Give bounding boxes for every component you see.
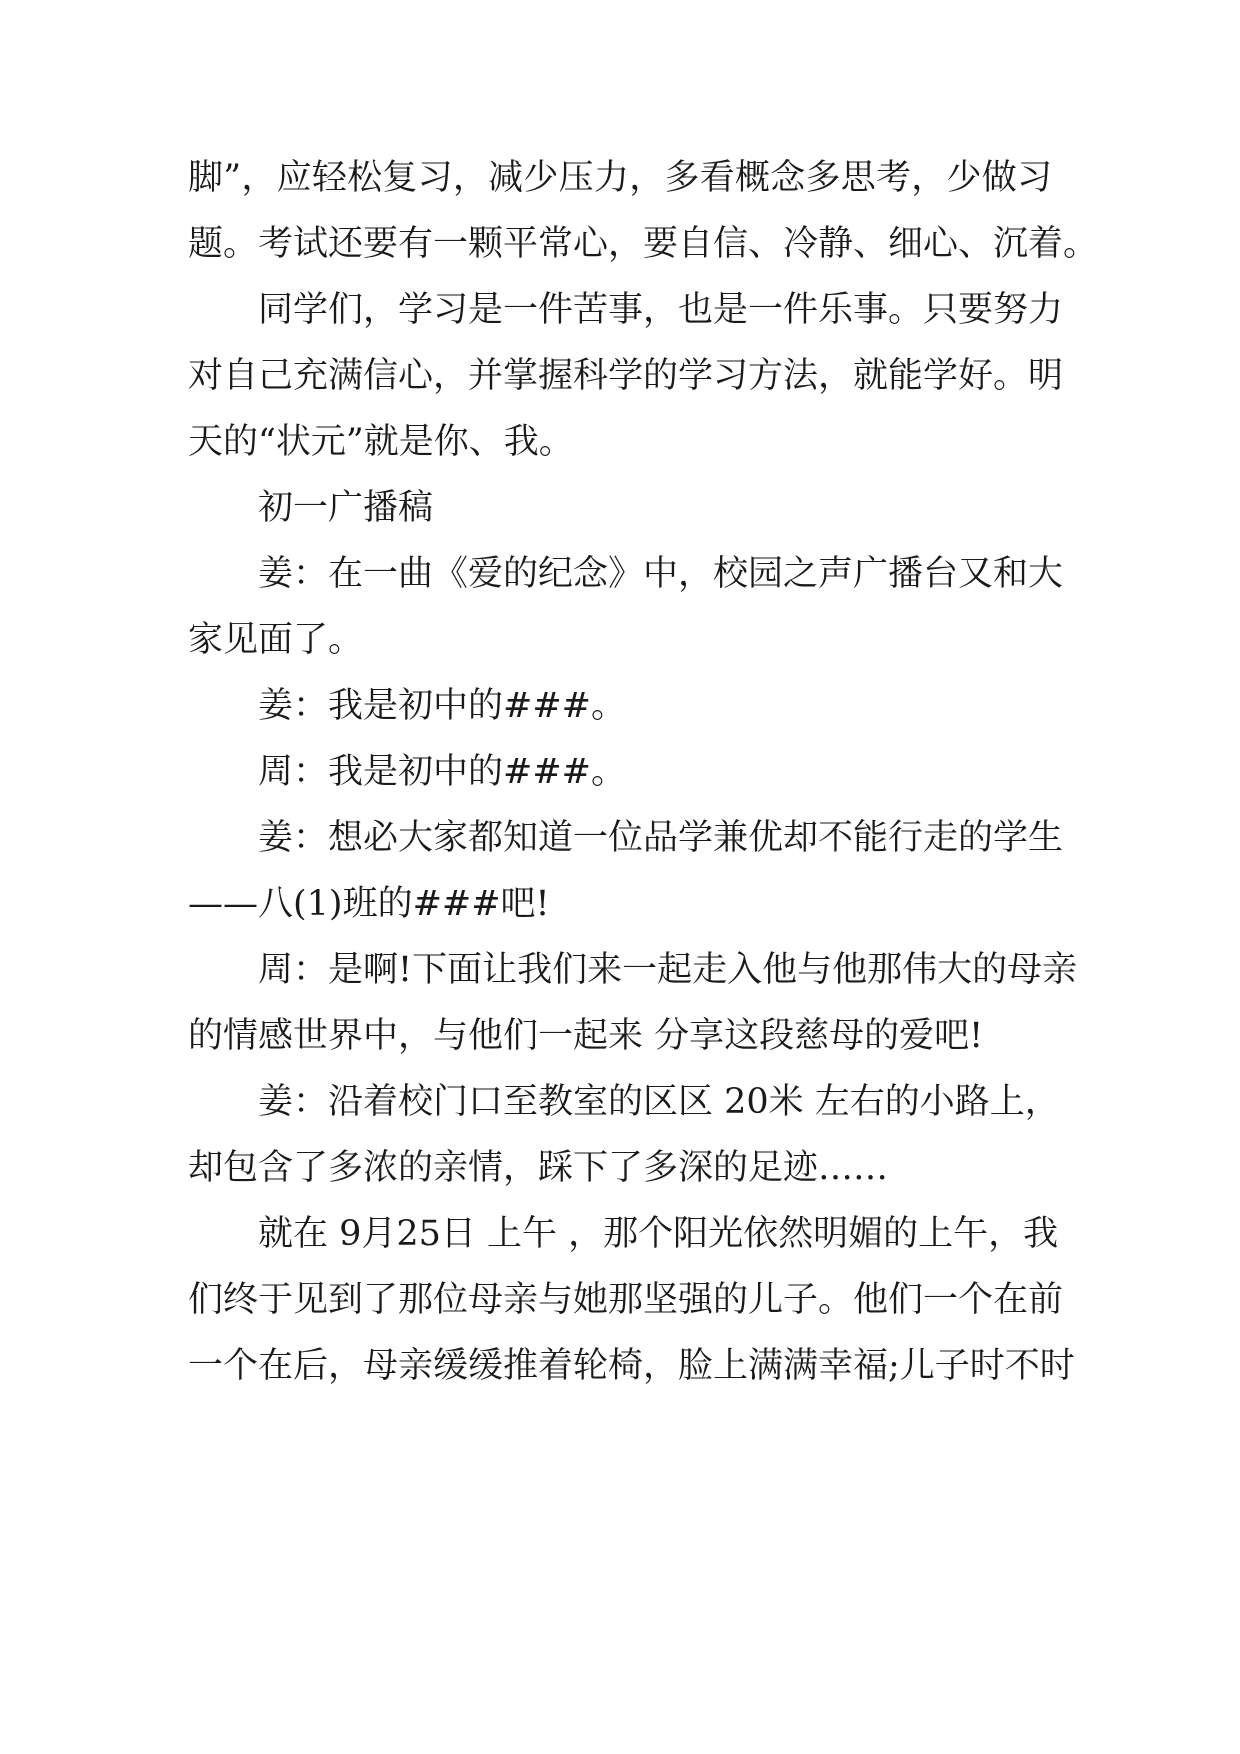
text-line (0, 610, 1240, 670)
text-line-content: 脚”，应轻松复习，减少压力，多看概念多思考，少做习 (188, 158, 1052, 198)
text-line-content: ——八(1)班的###吧! (188, 884, 550, 924)
text-line-content: 的情感世界中，与他们一起来 分享这段慈母的爱吧! (188, 1016, 984, 1056)
text-line-content: 姜：我是初中的###。 (258, 686, 626, 726)
text-line-content: 姜：沿着校门口至教室的区区 20米 左右的小路上， (258, 1082, 1060, 1122)
text-line (0, 1138, 1240, 1198)
text-line-content: 一个在后，母亲缓缓推着轮椅，脸上满满幸福;儿子时不时 (188, 1346, 1075, 1386)
section-heading-text: 初一广播稿 (258, 488, 434, 528)
text-line (0, 742, 1240, 802)
text-line-content: 题。考试还要有一颗平常心，要自信、冷静、细心、沉着。 (188, 224, 1099, 264)
text-line (0, 808, 1240, 868)
text-line-content: 却包含了多浓的亲情，踩下了多深的足迹…… (188, 1148, 889, 1188)
section-heading (0, 478, 1240, 538)
text-line (0, 346, 1240, 406)
text-line-content: 就在 9月25日 上午 ，那个阳光依然明媚的上午，我 (258, 1214, 1059, 1254)
text-line (0, 676, 1240, 736)
text-line (0, 1336, 1240, 1396)
text-line-content: 同学们，学习是一件苦事，也是一件乐事。只要努力 (258, 290, 1064, 330)
text-line (0, 412, 1240, 472)
text-line-content: 对自己充满信心，并掌握科学的学习方法，就能学好。明 (188, 356, 1064, 396)
text-line-content: 周：我是初中的###。 (258, 752, 626, 792)
text-line (0, 1072, 1240, 1132)
text-line (0, 1006, 1240, 1066)
text-line-content: 家见面了。 (188, 620, 364, 660)
text-line-content: 周：是啊!下面让我们来一起走入他与他那伟大的母亲 (258, 950, 1078, 990)
text-line-content: 天的“状元”就是你、我。 (188, 422, 574, 462)
text-line-content: 姜：在一曲《爱的纪念》中，校园之声广播台又和大 (258, 554, 1064, 594)
text-line (0, 940, 1240, 1000)
text-line (0, 544, 1240, 604)
text-line-content: 姜：想必大家都知道一位品学兼优却不能行走的学生 (258, 818, 1064, 858)
text-line (0, 214, 1240, 274)
text-line (0, 1204, 1240, 1264)
text-line (0, 874, 1240, 934)
text-line (0, 148, 1240, 208)
text-line (0, 1270, 1240, 1330)
text-line (0, 280, 1240, 340)
text-line-content: 们终于见到了那位母亲与她那坚强的儿子。他们一个在前 (188, 1280, 1064, 1320)
